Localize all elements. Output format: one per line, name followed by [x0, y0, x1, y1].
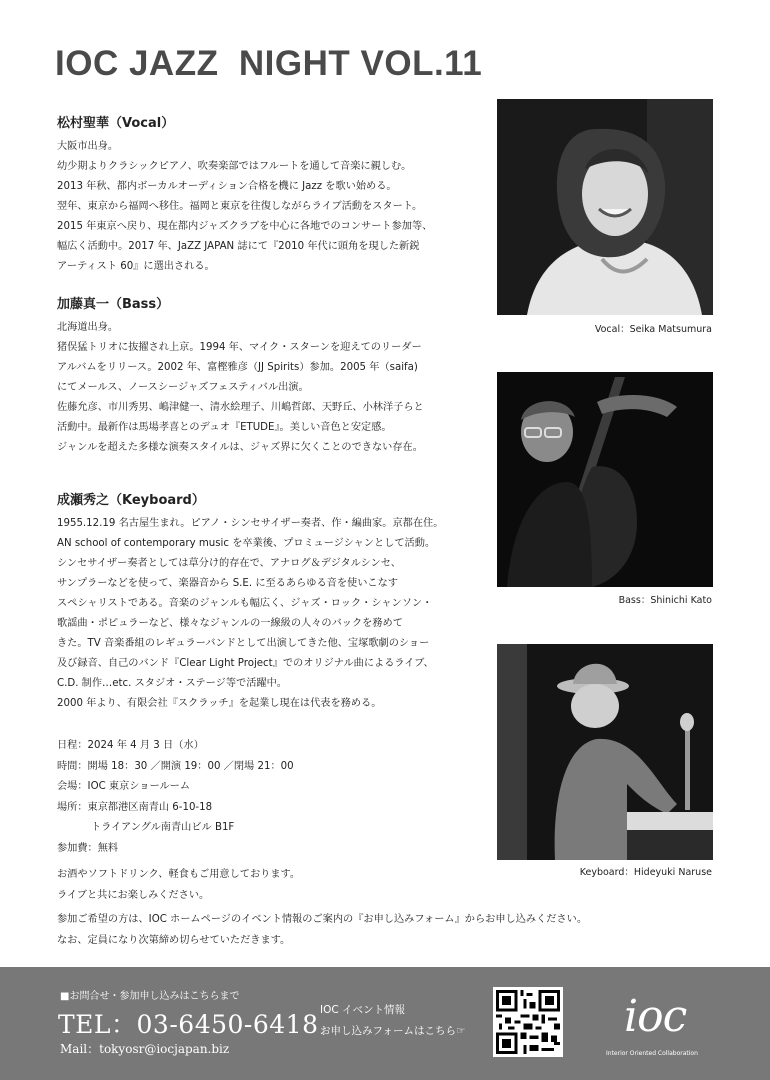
bass-bio-line: 活動中。最新作は馬場孝喜とのデュオ『ETUDE』。美しい音色と安定感。 — [57, 422, 392, 433]
event-info-line: IOC イベント情報 — [320, 1004, 406, 1016]
bass-bio-line: 北海道出身。 — [57, 322, 119, 333]
event-building: トライアングル南青山ビル B1F — [91, 822, 235, 833]
bass-photo — [497, 372, 713, 587]
contact-phone[interactable]: TEL：03-6450-6418 — [58, 1010, 319, 1039]
keyboard-caption: Keyboard：Hideyuki Naruse — [579, 867, 712, 878]
keyboard-bio — [57, 489, 487, 714]
qr-code[interactable] — [493, 987, 563, 1057]
note-line: 参加ご希望の方は、IOC ホームページのイベント情報のご案内の『お申し込みフォーム』からお申し込みください。 — [57, 914, 588, 925]
keyboard-heading: 成瀬秀之（Keyboard） — [57, 493, 205, 508]
vocal-bio-line: 幅広く活動中。2017 年、JaZZ JAPAN 誌にて『2010 年代に頭角を現した新鋭 — [57, 241, 420, 252]
bass-caption: Bass：Shinichi Kato — [618, 595, 712, 606]
event-info-link[interactable] — [320, 1000, 465, 1042]
vocal-photo — [497, 99, 713, 315]
event-form-line: お申し込みフォームはこちら☞ — [320, 1025, 466, 1037]
note-line: お酒やソフトドリンク、軽食もご用意しております。 — [57, 869, 301, 880]
vocal-bio-line: 幼少期よりクラシックピアノ、吹奏楽部ではフルートを通して音楽に親しむ。 — [57, 161, 412, 172]
note-line: なお、定員になり次第締め切らせていただきます。 — [57, 935, 291, 946]
event-place: 場所：東京都港区南青山 6-10-18 — [57, 801, 213, 813]
bass-bio-line: アルバムをリリース。2002 年、富樫雅彦（JJ Spirits）参加。2005 年（saifa) — [57, 362, 418, 373]
bass-bio-line: 佐藤允彦、市川秀男、嶋津健一、清水絵理子、川嶋哲郎、天野丘、小林洋子らと — [57, 402, 424, 413]
bass-bio — [57, 293, 487, 458]
note-line: ライブと共にお楽しみください。 — [57, 890, 210, 901]
keyboard-bio-line: シンセサイザー奏者としては草分け的存在で、アナログ＆デジタルシンセ、 — [57, 558, 401, 569]
keyboard-photo — [497, 644, 713, 860]
page-title: IOC JAZZ NIGHT VOL.11 — [55, 44, 483, 83]
logo-word: ioc — [624, 991, 687, 1042]
contact-footer — [0, 967, 770, 1080]
contact-label: ■お問合せ・参加申し込みはこちらまで — [60, 991, 240, 1002]
logo-tagline: Interior Oriented Collaboration — [606, 1050, 698, 1057]
event-date: 日程：2024 年 4 月 3 日（水） — [57, 740, 204, 751]
keyboard-bio-line: 歌謡曲・ポピュラーなど、様々なジャンルの一線級の人々のバックを務めて — [57, 618, 403, 629]
contact-email[interactable]: Mail：tokyosr@iocjapan.biz — [60, 1042, 230, 1056]
vocal-bio-line: アーティスト 60』に選出される。 — [57, 261, 215, 272]
event-fee: 参加費：無料 — [57, 842, 119, 854]
keyboard-bio-line: 2000 年より、有限会社『スクラッチ』を起業し現在は代表を務める。 — [57, 698, 382, 709]
keyboard-bio-line: 及び録音、自己のバンド『Clear Light Project』でのオリジナル曲によるライブ、 — [57, 658, 434, 669]
vocal-bio-line: 2013 年秋、都内ボーカルオーディション合格を機に Jazz を歌い始める。 — [57, 181, 397, 192]
vocal-bio-line: 2015 年東京へ戻り、現在都内ジャズクラブを中心に各地でのコンサート参加等、 — [57, 221, 433, 232]
event-notes — [57, 864, 697, 951]
event-venue: 会場：IOC 東京ショールーム — [57, 781, 191, 792]
event-details — [57, 736, 294, 859]
keyboard-bio-line: きた。TV 音楽番組のレギュラーバンドとして出演してきた他、宝塚歌劇のショー — [57, 638, 430, 649]
keyboard-bio-line: C.D. 制作…etc. スタジオ・ステージ等で活躍中。 — [57, 678, 287, 689]
vocal-caption: Vocal：Seika Matsumura — [594, 324, 712, 335]
keyboard-bio-line: スペシャリストである。音楽のジャンルも幅広く、ジャズ・ロック・シャンソン・ — [57, 598, 433, 609]
keyboard-bio-line: AN school of contemporary music を卒業後、プロミュージシャンとして活動。 — [57, 538, 436, 549]
ioc-logo — [606, 979, 716, 1069]
vocal-bio-line: 翌年、東京から福岡へ移住。福岡と東京を往復しながらライブ活動をスタート。 — [57, 201, 423, 212]
keyboard-bio-line: 1955.12.19 名古屋生まれ。ピアノ・シンセサイザー奏者、作・編曲家。京都在住。 — [57, 518, 444, 529]
bass-bio-line: にてメールス、ノースシージャズフェスティバル出演。 — [57, 382, 309, 393]
event-time: 時間：開場 18：30 ／開演 19：00 ／閉場 21：00 — [57, 760, 294, 772]
vocal-heading: 松村聖華（Vocal） — [57, 116, 175, 131]
vocal-bio — [57, 112, 487, 277]
bass-heading: 加藤真一（Bass） — [57, 297, 170, 312]
bass-bio-line: 猪俣猛トリオに抜擢され上京。1994 年、マイク・スターンを迎えてのリーダー — [57, 342, 422, 353]
bass-bio-line: ジャンルを超えた多様な演奏スタイルは、ジャズ界に欠くことのできない存在。 — [57, 442, 423, 453]
keyboard-bio-line: サンプラーなどを使って、楽器音から S.E. に至るあらゆる音を使いこなす — [57, 578, 398, 589]
vocal-bio-line: 大阪市出身。 — [57, 141, 119, 152]
